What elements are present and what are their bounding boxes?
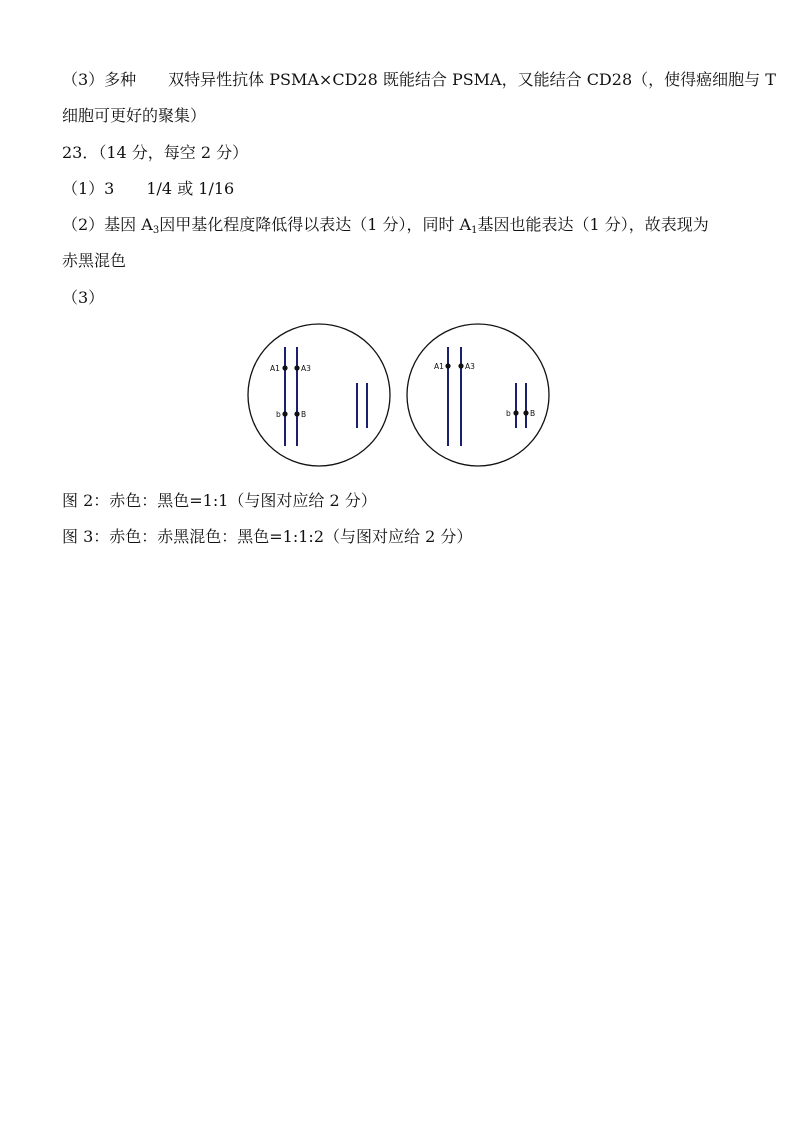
fig3-answer: 图 3：赤色：赤黑混色：黑色=1:1:2（与图对应给 2 分） — [62, 527, 473, 546]
cell-right-locus-A3 — [458, 363, 463, 368]
q23-2-mid: 因甲基化程度降低得以表达（1 分），同时 A — [159, 215, 472, 234]
q23-2-sub-1: 1 — [471, 225, 478, 236]
cell-left-locus-A3 — [294, 365, 299, 370]
cell-left-locus-b — [282, 411, 287, 416]
cell-left-label-b: b — [276, 410, 281, 419]
cell-right-label-B: B — [530, 409, 536, 418]
cell-left-locus-B — [294, 411, 299, 416]
q23-2-line2: 赤黑混色 — [62, 251, 127, 270]
q23-2-post: 基因也能表达（1 分），故表现为 — [477, 215, 709, 234]
cell-left-locus-A1 — [282, 365, 287, 370]
cell-right-locus-A1 — [445, 363, 450, 368]
q23-1-answer: （1）3 1/4 或 1/16 — [62, 179, 235, 198]
cell-right-outline — [407, 324, 549, 466]
q23-header: 23．（14 分，每空 2 分） — [62, 143, 249, 162]
q22-3-line2: 细胞可更好的聚集） — [62, 106, 207, 125]
cell-right-label-b: b — [506, 409, 511, 418]
cell-right-locus-b — [513, 410, 518, 415]
cell-left-outline — [248, 324, 390, 466]
cell-left-label-A1: A1 — [270, 364, 280, 373]
cell-right-locus-B — [523, 410, 528, 415]
cell-right-label-A3: A3 — [465, 362, 475, 371]
q22-3-line1: （3）多种 双特异性抗体 PSMA×CD28 既能结合 PSMA，又能结合 CD28（，使得癌细胞与 T — [62, 70, 776, 89]
cell-left-label-A3: A3 — [301, 364, 311, 373]
fig2-answer: 图 2：赤色：黑色=1:1（与图对应给 2 分） — [62, 491, 377, 510]
cell-right-label-A1: A1 — [434, 362, 444, 371]
q23-2-pre: （2）基因 A — [62, 215, 153, 234]
cell-left-label-B: B — [301, 410, 307, 419]
q23-2-sub-3: 3 — [152, 225, 160, 236]
q23-3-label: （3） — [62, 288, 105, 307]
